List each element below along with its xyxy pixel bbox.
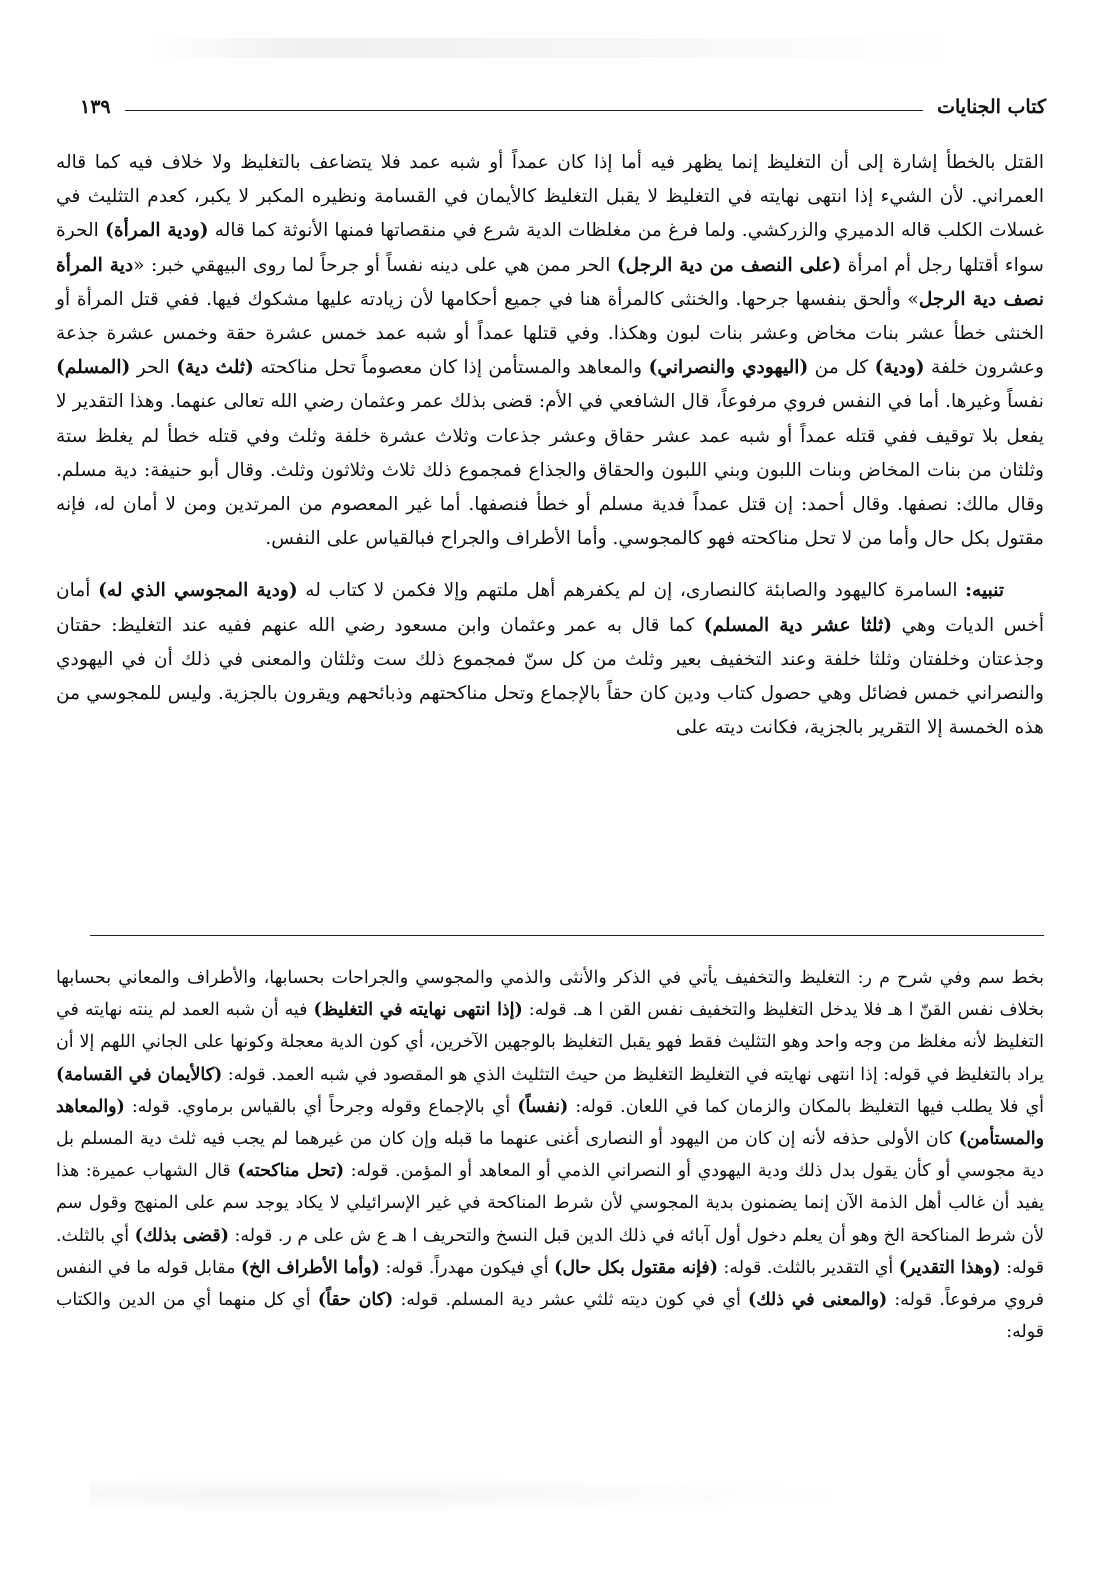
quoted-phrase: (كالأيمان في القسامة) xyxy=(56,1064,223,1085)
tanbih-paragraph: تنبيه: السامرة كاليهود والصابئة كالنصارى، إن لم يكفرهم أهل ملتهم وإلا فكمن لا كتاب له (ودية المجوسي الذي له) أمان أخس الديات وهي (ثلثا عشر دية المسلم) كما قال به عمر وعثمان وابن مسعود رضي الله عنهم ففيه عند التغليظ: حقتان وجذعتان وخلفتان وثلثا خلفة وعند التخفيف بعير وثلث من كل سنّ فمجموع ذلك ست وثلثان والمعنى في ذلك أن في اليهودي والنصراني خمس فضائل وهي حصول كتاب ودين كان حقاً بالإجماع وتحل مناكحتهم وذبائحهم ويقرون بالجزية. وليس للمجوسي من هذه الخمسة إلا التقرير بالجزية، فكانت ديته على xyxy=(56,580,1044,739)
quoted-phrase: (فإنه مقتول بكل حال) xyxy=(554,1257,718,1278)
quoted-phrase: (إذا انتهى نهايته في التغليظ) xyxy=(313,1000,523,1021)
matn-phrase: (ثلث دية) xyxy=(176,357,254,379)
quoted-phrase: (تحل مناكحته) xyxy=(237,1161,345,1182)
quoted-phrase: (كان حقاً) xyxy=(317,1290,394,1311)
scan-artifact xyxy=(90,1478,850,1512)
hashiya-notes xyxy=(56,962,1044,1348)
matn-phrase: (اليهودي والنصراني) xyxy=(648,357,809,379)
quoted-phrase: (والمعاهد والمستأمن) xyxy=(56,1096,1044,1150)
tanbih-label: تنبيه: xyxy=(965,580,1004,602)
scan-artifact xyxy=(150,38,950,58)
matn-phrase: (ودية المرأة) xyxy=(105,220,209,242)
matn-phrase: (ودية) xyxy=(874,357,925,379)
matn-phrase: (على النصف من دية الرجل) xyxy=(616,254,842,276)
quoted-phrase: (نفساً) xyxy=(517,1096,569,1117)
footnote-divider xyxy=(90,935,1044,936)
matn-phrase: (ثلثا عشر دية المسلم) xyxy=(703,614,893,636)
quoted-phrase: (وأما الأطراف الخ) xyxy=(240,1257,380,1278)
quoted-phrase: (والمعنى في ذلك) xyxy=(748,1290,888,1311)
page-number: ١٣٩ xyxy=(80,96,111,118)
matn-phrase: (ودية المجوسي الذي له) xyxy=(98,580,298,602)
matn-phrase: (المسلم) xyxy=(56,357,131,379)
hadith-quote: دية المرأة نصف دية الرجل xyxy=(56,254,1044,310)
quoted-phrase: (قضى بذلك) xyxy=(134,1225,229,1246)
notes-paragraph: بخط سم وفي شرح م ر: التغليظ والتخفيف يأتي في الذكر والأنثى والذمي والمجوسي والجراحات بحسابها، والأطراف والمعاني بحسابها بخلاف نفس القنّ ا هـ فلا يدخل التغليظ والتخفيف نفس القن ا هـ. قوله: (إذا انتهى نهايته في التغليظ) فيه أن شبه العمد لم ينته نهايته في التغليظ لأنه مغلظ من وجه واحد وهو التثليث فقط فهو يقبل التغليظ بالوجهين الآخرين، أي كون الدية معجلة وكونها على الجاني اللهم إلا أن يراد بالتغليظ في قوله: إذا انتهى نهايته في التغليظ التغليظ من حيث التثليث الذي هو المقصود في شبه العمد. قوله: (كالأيمان في القسامة) أي فلا يطلب فيها التغليظ بالمكان والزمان كما في اللعان. قوله: (نفساً) أي بالإجماع وقوله وجرحاً أي بالقياس برماوي. قوله: (والمعاهد والمستأمن) كان الأولى حذفه لأنه إن كان من اليهود أو النصارى أغنى عنهما ما قبله وإن كان من غيرهما لم يجب فيه ثلث دية المسلم بل دية مجوسي أو كأن يقول بدل ذلك ودية اليهودي أو النصراني الذمي أو المعاهد أو المؤمن. قوله: (تحل مناكحته) قال الشهاب عميرة: هذا يفيد أن غالب أهل الذمة الآن إنما يضمنون بدية المجوسي لأن شرط المناكحة في غير الإسرائيلي لا يكاد يوجد سم على المنهج وقول سم لأن شرط المناكحة الخ وهو أن يعلم دخول أول آبائه في ذلك الدين قبل النسخ والتحريف ا هـ ع ش على م ر. قوله: (قضى بذلك) أي بالثلث. قوله: (وهذا التقدير) أي التقدير بالثلث. قوله: (فإنه مقتول بكل حال) أي فيكون مهدراً. قوله: (وأما الأطراف الخ) مقابل قوله ما في النفس فروي مرفوعاً. قوله: (والمعنى في ذلك) أي في كون ديته ثلثي عشر دية المسلم. قوله: (كان حقاً) أي كل منهما أي من الدين والكتاب قوله: xyxy=(56,968,1044,1343)
section-title: كتاب الجنايات xyxy=(937,96,1046,118)
quoted-phrase: (وهذا التقدير) xyxy=(898,1257,1001,1278)
main-paragraph: القتل بالخطأ إشارة إلى أن التغليظ إنما يظهر فيه أما إذا كان عمداً أو شبه عمد فلا يتضاعف بالتغليظ ولا خلاف فيه كما قاله العمراني. لأن الشيء إذا انتهى نهايته في التغليظ لا يقبل التغليظ كالأيمان في القسامة ونظيره المكبر لا يكبر، كعدم التثليث في غسلات الكلب قاله الدميري والزركشي. ولما فرغ من مغلظات الدية شرع في منقصاتها فمنها الأنوثة كما قاله (ودية المرأة) الحرة سواء أقتلها رجل أم امرأة (على النصف من دية الرجل) الحر ممن هي على دينه نفساً أو جرحاً لما روى البيهقي خبر: «دية المرأة نصف دية الرجل» وألحق بنفسها جرحها. والخنثى كالمرأة هنا في جميع أحكامها لأن زيادته عليها مشكوك فيها. ففي قتل المرأة أو الخنثى خطأ عشر بنات مخاض وعشر بنات لبون وهكذا. وفي قتلها عمداً أو شبه عمد خمس عشرة حقة وخمس عشرة جذعة وعشرون خلفة (ودية) كل من (اليهودي والنصراني) والمعاهد والمستأمن إذا كان معصوماً تحل مناكحته (ثلث دية) الحر (المسلم) نفساً وغيرها. أما في النفس فروي مرفوعاً، قال الشافعي في الأم: قضى بذلك عمر وعثمان رضي الله تعالى عنهما. وهذا التقدير لا يفعل بلا توقيف ففي قتله عمداً أو شبه عمد عشر حقاق وعشر جذعات وثلاث عشرة خلفة وثلث وفي قتله خطأ لم يغلظ ستة وثلثان من بنات المخاض وبنات اللبون وبني اللبون والحقاق والجذاع فمجموع ذلك ثلاث وثلاثون وثلث. وقال أبو حنيفة: دية مسلم. وقال مالك: نصفها. وقال أحمد: إن قتل عمداً فدية مسلم أو خطأ فنصفها. أما غير المعصوم من المرتدين ومن لا أمان له، فإنه مقتول بكل حال وأما من لا تحل مناكحته فهو كالمجوسي. وأما الأطراف والجراح فبالقياس على النفس. xyxy=(56,152,1045,550)
main-text xyxy=(56,146,1044,745)
page-header xyxy=(80,96,1046,118)
header-rule xyxy=(125,110,923,111)
